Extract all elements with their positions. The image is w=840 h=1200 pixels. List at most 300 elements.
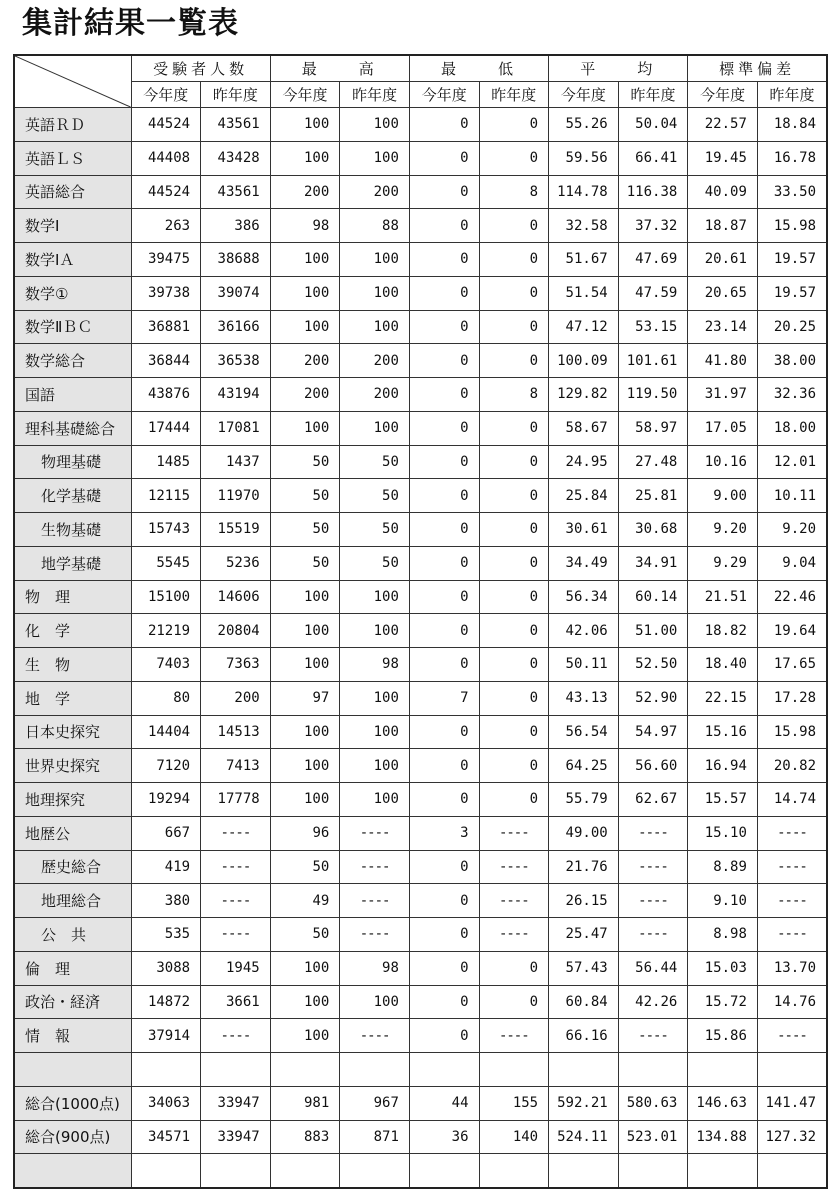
value-cell: 0 — [479, 108, 549, 142]
value-cell: 7403 — [131, 648, 201, 682]
value-cell: 200 — [270, 175, 340, 209]
value-cell: ---- — [340, 850, 410, 884]
value-cell: 30.61 — [549, 513, 619, 547]
value-cell: 100 — [340, 681, 410, 715]
value-cell: 36844 — [131, 344, 201, 378]
value-cell: 50 — [340, 445, 410, 479]
value-cell: 34.49 — [549, 546, 619, 580]
value-cell: 0 — [409, 951, 479, 985]
table-row — [14, 614, 827, 648]
value-cell: 50 — [270, 850, 340, 884]
table-row — [14, 1053, 827, 1087]
table-row — [14, 1086, 827, 1120]
subject-name: 理科基礎総合 — [14, 411, 131, 445]
subject-name: 地理探究 — [14, 783, 131, 817]
value-cell: 18.00 — [757, 411, 827, 445]
value-cell: 17778 — [201, 783, 271, 817]
value-cell: 100 — [270, 1019, 340, 1053]
value-cell: 0 — [479, 445, 549, 479]
value-cell: 18.87 — [688, 209, 758, 243]
page-title: 集計結果一覧表 — [22, 6, 239, 41]
subject-name: 国語 — [14, 378, 131, 412]
value-cell: 50 — [270, 513, 340, 547]
subject-name: 英語総合 — [14, 175, 131, 209]
value-cell: 98 — [270, 209, 340, 243]
value-cell: 10.11 — [757, 479, 827, 513]
value-cell: 18.40 — [688, 648, 758, 682]
value-cell: 981 — [270, 1086, 340, 1120]
value-cell: 129.82 — [549, 378, 619, 412]
value-cell: 0 — [479, 344, 549, 378]
value-cell: ---- — [201, 918, 271, 952]
value-cell: 592.21 — [549, 1086, 619, 1120]
value-cell: 15.57 — [688, 783, 758, 817]
value-cell: 0 — [409, 715, 479, 749]
value-cell: 0 — [409, 580, 479, 614]
value-cell: 19.57 — [757, 243, 827, 277]
value-cell: 871 — [340, 1120, 410, 1154]
value-cell: 100 — [270, 985, 340, 1019]
value-cell: 116.38 — [618, 175, 688, 209]
value-cell: 141.47 — [757, 1086, 827, 1120]
value-cell: 43.13 — [549, 681, 619, 715]
value-cell: 0 — [409, 985, 479, 1019]
value-cell: 0 — [479, 715, 549, 749]
table-row — [14, 816, 827, 850]
value-cell: 140 — [479, 1120, 549, 1154]
value-cell: 146.63 — [688, 1086, 758, 1120]
results-body — [14, 108, 827, 1188]
subject-name: 政治・経済 — [14, 985, 131, 1019]
table-row — [14, 141, 827, 175]
value-cell: 100 — [340, 749, 410, 783]
value-cell: 155 — [479, 1086, 549, 1120]
value-cell: 667 — [131, 816, 201, 850]
value-cell: 14872 — [131, 985, 201, 1019]
subject-name: 公 共 — [14, 918, 131, 952]
value-cell: 100 — [270, 951, 340, 985]
value-cell: 0 — [409, 378, 479, 412]
value-cell: 18.84 — [757, 108, 827, 142]
subject-name: 数学Ⅰ — [14, 209, 131, 243]
value-cell: 43876 — [131, 378, 201, 412]
value-cell: 0 — [409, 749, 479, 783]
value-cell: 0 — [479, 681, 549, 715]
value-cell: 0 — [409, 108, 479, 142]
table-row — [14, 344, 827, 378]
table-row — [14, 918, 827, 952]
value-cell: 19294 — [131, 783, 201, 817]
value-cell: 33.50 — [757, 175, 827, 209]
value-cell — [757, 1053, 827, 1087]
table-row — [14, 546, 827, 580]
subject-name: 世界史探究 — [14, 749, 131, 783]
header-max: 最 高 — [270, 55, 409, 82]
subject-name: 化 学 — [14, 614, 131, 648]
value-cell: 66.41 — [618, 141, 688, 175]
value-cell: 9.29 — [688, 546, 758, 580]
value-cell: 50 — [270, 445, 340, 479]
subject-name: 総合(1000点) — [14, 1086, 131, 1120]
value-cell: 56.60 — [618, 749, 688, 783]
value-cell: 50 — [340, 479, 410, 513]
value-cell: 19.64 — [757, 614, 827, 648]
value-cell: 0 — [409, 513, 479, 547]
value-cell: ---- — [340, 1019, 410, 1053]
value-cell: 51.54 — [549, 276, 619, 310]
value-cell: 31.97 — [688, 378, 758, 412]
value-cell: 51.67 — [549, 243, 619, 277]
value-cell: 36881 — [131, 310, 201, 344]
header-examinees: 受験者人数 — [131, 55, 270, 82]
value-cell: 100 — [340, 108, 410, 142]
value-cell: 20804 — [201, 614, 271, 648]
value-cell: ---- — [618, 884, 688, 918]
value-cell: 15.10 — [688, 816, 758, 850]
value-cell: 32.36 — [757, 378, 827, 412]
header-average: 平 均 — [549, 55, 688, 82]
value-cell — [201, 1053, 271, 1087]
value-cell: 0 — [479, 951, 549, 985]
value-cell: 100 — [270, 411, 340, 445]
value-cell: ---- — [340, 884, 410, 918]
value-cell: 100 — [340, 715, 410, 749]
value-cell: 56.34 — [549, 580, 619, 614]
value-cell: 0 — [479, 141, 549, 175]
value-cell: 50 — [340, 513, 410, 547]
table-row — [14, 209, 827, 243]
value-cell: 8 — [479, 175, 549, 209]
value-cell: 54.97 — [618, 715, 688, 749]
table-row — [14, 1019, 827, 1053]
value-cell: 37.32 — [618, 209, 688, 243]
value-cell: 32.58 — [549, 209, 619, 243]
value-cell: 15.72 — [688, 985, 758, 1019]
value-cell: 42.06 — [549, 614, 619, 648]
value-cell — [479, 1154, 549, 1188]
value-cell: 15100 — [131, 580, 201, 614]
value-cell: 100 — [270, 108, 340, 142]
value-cell: 419 — [131, 850, 201, 884]
value-cell — [757, 1154, 827, 1188]
value-cell — [340, 1154, 410, 1188]
value-cell: 16.94 — [688, 749, 758, 783]
value-cell: 50 — [270, 918, 340, 952]
value-cell — [201, 1154, 271, 1188]
value-cell: 34063 — [131, 1086, 201, 1120]
value-cell: 17444 — [131, 411, 201, 445]
value-cell: 13.70 — [757, 951, 827, 985]
value-cell: 58.97 — [618, 411, 688, 445]
value-cell: 0 — [479, 411, 549, 445]
value-cell: 580.63 — [618, 1086, 688, 1120]
value-cell: 49.00 — [549, 816, 619, 850]
value-cell: 3 — [409, 816, 479, 850]
value-cell: 21219 — [131, 614, 201, 648]
value-cell: ---- — [757, 918, 827, 952]
header-last-year: 昨年度 — [201, 82, 271, 108]
value-cell: 0 — [409, 1019, 479, 1053]
value-cell: 43194 — [201, 378, 271, 412]
value-cell: 100 — [270, 243, 340, 277]
table-row — [14, 276, 827, 310]
subject-name: 生 物 — [14, 648, 131, 682]
value-cell: 50 — [340, 546, 410, 580]
value-cell: 114.78 — [549, 175, 619, 209]
value-cell: 38688 — [201, 243, 271, 277]
table-row — [14, 1120, 827, 1154]
table-row — [14, 985, 827, 1019]
subject-name: 英語ＬＳ — [14, 141, 131, 175]
value-cell: 15.86 — [688, 1019, 758, 1053]
value-cell: 1945 — [201, 951, 271, 985]
value-cell: 80 — [131, 681, 201, 715]
header-last-year: 昨年度 — [479, 82, 549, 108]
value-cell — [549, 1154, 619, 1188]
value-cell — [549, 1053, 619, 1087]
table-row — [14, 749, 827, 783]
value-cell: 25.84 — [549, 479, 619, 513]
value-cell: 43561 — [201, 175, 271, 209]
table-row — [14, 378, 827, 412]
value-cell: 96 — [270, 816, 340, 850]
value-cell: 0 — [479, 310, 549, 344]
value-cell: 38.00 — [757, 344, 827, 378]
value-cell: 39738 — [131, 276, 201, 310]
value-cell: 0 — [409, 546, 479, 580]
value-cell: ---- — [618, 816, 688, 850]
subject-name: 数学ⅠＡ — [14, 243, 131, 277]
value-cell: 100 — [270, 648, 340, 682]
value-cell: 17.65 — [757, 648, 827, 682]
corner-diagonal — [15, 56, 131, 107]
subject-name: 英語ＲＤ — [14, 108, 131, 142]
value-cell: 43561 — [201, 108, 271, 142]
value-cell — [409, 1053, 479, 1087]
value-cell: 0 — [409, 783, 479, 817]
value-cell: 0 — [409, 479, 479, 513]
table-row — [14, 681, 827, 715]
value-cell: 5236 — [201, 546, 271, 580]
table-row — [14, 513, 827, 547]
value-cell: 21.76 — [549, 850, 619, 884]
value-cell: 100 — [270, 715, 340, 749]
value-cell: 14.76 — [757, 985, 827, 1019]
value-cell: 36 — [409, 1120, 479, 1154]
value-cell: 18.82 — [688, 614, 758, 648]
value-cell: 7363 — [201, 648, 271, 682]
value-cell: 20.65 — [688, 276, 758, 310]
value-cell: 200 — [201, 681, 271, 715]
table-row — [14, 108, 827, 142]
value-cell: 19.57 — [757, 276, 827, 310]
value-cell: 41.80 — [688, 344, 758, 378]
table-row — [14, 850, 827, 884]
value-cell: 19.45 — [688, 141, 758, 175]
value-cell: 55.79 — [549, 783, 619, 817]
value-cell: 0 — [479, 749, 549, 783]
subject-name — [14, 1053, 131, 1087]
value-cell: 15743 — [131, 513, 201, 547]
value-cell: 34.91 — [618, 546, 688, 580]
value-cell: 0 — [409, 614, 479, 648]
value-cell — [688, 1053, 758, 1087]
value-cell: 0 — [409, 884, 479, 918]
value-cell: ---- — [340, 816, 410, 850]
value-cell: 0 — [409, 445, 479, 479]
value-cell: 17.05 — [688, 411, 758, 445]
subject-name: 数学① — [14, 276, 131, 310]
value-cell — [618, 1154, 688, 1188]
value-cell: 200 — [270, 378, 340, 412]
value-cell: 100 — [340, 985, 410, 1019]
value-cell: 0 — [479, 243, 549, 277]
value-cell: 9.00 — [688, 479, 758, 513]
value-cell: 27.48 — [618, 445, 688, 479]
value-cell: 100 — [340, 310, 410, 344]
value-cell: 0 — [409, 276, 479, 310]
value-cell: 0 — [479, 276, 549, 310]
value-cell: 43428 — [201, 141, 271, 175]
header-corner-cell — [14, 55, 131, 108]
value-cell: 0 — [479, 985, 549, 1019]
value-cell: 59.56 — [549, 141, 619, 175]
value-cell: 25.81 — [618, 479, 688, 513]
value-cell: 0 — [409, 141, 479, 175]
header-this-year: 今年度 — [270, 82, 340, 108]
value-cell: 36166 — [201, 310, 271, 344]
value-cell: 14606 — [201, 580, 271, 614]
value-cell: 97 — [270, 681, 340, 715]
table-row — [14, 243, 827, 277]
value-cell: 50 — [270, 479, 340, 513]
header-last-year: 昨年度 — [757, 82, 827, 108]
header-last-year: 昨年度 — [618, 82, 688, 108]
value-cell: 55.26 — [549, 108, 619, 142]
value-cell: 0 — [409, 411, 479, 445]
value-cell: 49 — [270, 884, 340, 918]
value-cell: 47.69 — [618, 243, 688, 277]
value-cell: 44524 — [131, 108, 201, 142]
value-cell: 134.88 — [688, 1120, 758, 1154]
value-cell: 524.11 — [549, 1120, 619, 1154]
value-cell: 33947 — [201, 1086, 271, 1120]
value-cell: 200 — [340, 378, 410, 412]
value-cell: 58.67 — [549, 411, 619, 445]
value-cell: 100 — [340, 411, 410, 445]
value-cell: ---- — [757, 1019, 827, 1053]
value-cell — [618, 1053, 688, 1087]
value-cell: 12115 — [131, 479, 201, 513]
header-this-year: 今年度 — [131, 82, 201, 108]
value-cell: 100 — [340, 580, 410, 614]
value-cell: 8.89 — [688, 850, 758, 884]
value-cell: 50.11 — [549, 648, 619, 682]
table-row — [14, 580, 827, 614]
value-cell: 98 — [340, 648, 410, 682]
value-cell — [688, 1154, 758, 1188]
value-cell: 14404 — [131, 715, 201, 749]
value-cell: 36538 — [201, 344, 271, 378]
value-cell: 60.84 — [549, 985, 619, 1019]
value-cell: 40.09 — [688, 175, 758, 209]
value-cell — [131, 1154, 201, 1188]
value-cell: ---- — [479, 918, 549, 952]
value-cell: 22.46 — [757, 580, 827, 614]
header-this-year: 今年度 — [549, 82, 619, 108]
value-cell: 0 — [479, 783, 549, 817]
value-cell: 17081 — [201, 411, 271, 445]
value-cell: 0 — [479, 209, 549, 243]
table-row — [14, 411, 827, 445]
value-cell: 5545 — [131, 546, 201, 580]
value-cell: 15.03 — [688, 951, 758, 985]
value-cell — [479, 1053, 549, 1087]
table-row — [14, 715, 827, 749]
value-cell: 64.25 — [549, 749, 619, 783]
value-cell: 23.14 — [688, 310, 758, 344]
subject-name: 地歴公 — [14, 816, 131, 850]
subject-name: 倫 理 — [14, 951, 131, 985]
header-last-year: 昨年度 — [340, 82, 410, 108]
value-cell: 47.59 — [618, 276, 688, 310]
value-cell: 9.20 — [757, 513, 827, 547]
header-this-year: 今年度 — [409, 82, 479, 108]
value-cell: 15.16 — [688, 715, 758, 749]
value-cell: 22.57 — [688, 108, 758, 142]
subject-name: 日本史探究 — [14, 715, 131, 749]
value-cell: ---- — [479, 850, 549, 884]
value-cell: 8 — [479, 378, 549, 412]
value-cell: 3088 — [131, 951, 201, 985]
value-cell: 7 — [409, 681, 479, 715]
value-cell: ---- — [340, 918, 410, 952]
value-cell: ---- — [618, 918, 688, 952]
value-cell: 380 — [131, 884, 201, 918]
value-cell: 0 — [479, 614, 549, 648]
value-cell: 62.67 — [618, 783, 688, 817]
table-row — [14, 783, 827, 817]
value-cell: 66.16 — [549, 1019, 619, 1053]
subject-name: 物理基礎 — [14, 445, 131, 479]
value-cell: 523.01 — [618, 1120, 688, 1154]
value-cell: 0 — [479, 546, 549, 580]
value-cell: 100 — [270, 783, 340, 817]
value-cell: 535 — [131, 918, 201, 952]
value-cell: 20.25 — [757, 310, 827, 344]
value-cell: 50 — [270, 546, 340, 580]
value-cell: 0 — [409, 918, 479, 952]
value-cell: 263 — [131, 209, 201, 243]
value-cell: 34571 — [131, 1120, 201, 1154]
value-cell: 100 — [270, 580, 340, 614]
value-cell: 17.28 — [757, 681, 827, 715]
value-cell: 100.09 — [549, 344, 619, 378]
table-row — [14, 310, 827, 344]
subject-name: 数学総合 — [14, 344, 131, 378]
subject-name: 地 学 — [14, 681, 131, 715]
value-cell: 0 — [409, 243, 479, 277]
value-cell: 100 — [270, 310, 340, 344]
value-cell: 11970 — [201, 479, 271, 513]
value-cell: 100 — [340, 276, 410, 310]
value-cell: 0 — [409, 175, 479, 209]
value-cell: 0 — [409, 209, 479, 243]
value-cell: 200 — [340, 344, 410, 378]
subject-name: 情 報 — [14, 1019, 131, 1053]
value-cell: 200 — [340, 175, 410, 209]
value-cell: 24.95 — [549, 445, 619, 479]
